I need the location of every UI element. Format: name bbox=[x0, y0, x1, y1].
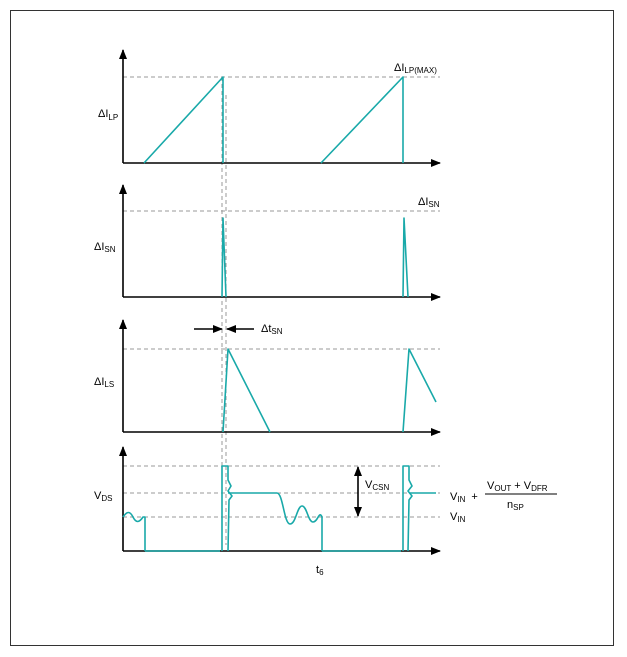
ilp-ramp-1 bbox=[144, 77, 223, 163]
vds-ring-start bbox=[123, 513, 145, 552]
panel-ils bbox=[94, 320, 440, 432]
panel-vds bbox=[94, 447, 557, 577]
isn-spike-1 bbox=[222, 218, 226, 297]
vds-turnoff-spike-2 bbox=[403, 466, 412, 551]
panel-isn bbox=[94, 185, 440, 297]
fraction-denominator: nSP bbox=[507, 499, 524, 512]
ils-ramp-2 bbox=[403, 349, 436, 432]
vds-label: VDS bbox=[94, 490, 113, 503]
ilp-label: $\Delta I_{LP}$ bbox=[98, 108, 119, 122]
isn-spike-2 bbox=[403, 218, 408, 297]
ils-label: ΔILS bbox=[94, 376, 115, 389]
isn-peak-label: ΔISN bbox=[418, 196, 440, 209]
fraction-numerator: VOUT + VDFR bbox=[487, 480, 548, 493]
ilp-ramp-2 bbox=[321, 77, 403, 163]
tsn-label: ΔtSN bbox=[261, 323, 283, 336]
t6-label: t6 bbox=[316, 564, 324, 577]
isn-label: ΔISN bbox=[94, 241, 116, 254]
vds-turnoff-spike-1 bbox=[222, 466, 232, 551]
vds-plateau-ring bbox=[228, 493, 322, 551]
ils-ramp-1 bbox=[223, 349, 270, 432]
ilp-max-label: ΔILP(MAX) bbox=[394, 62, 437, 75]
vin-plus-label: VIN + bbox=[450, 491, 478, 504]
vin-label: VIN bbox=[450, 511, 466, 524]
vcsn-label: VCSN bbox=[365, 479, 390, 492]
